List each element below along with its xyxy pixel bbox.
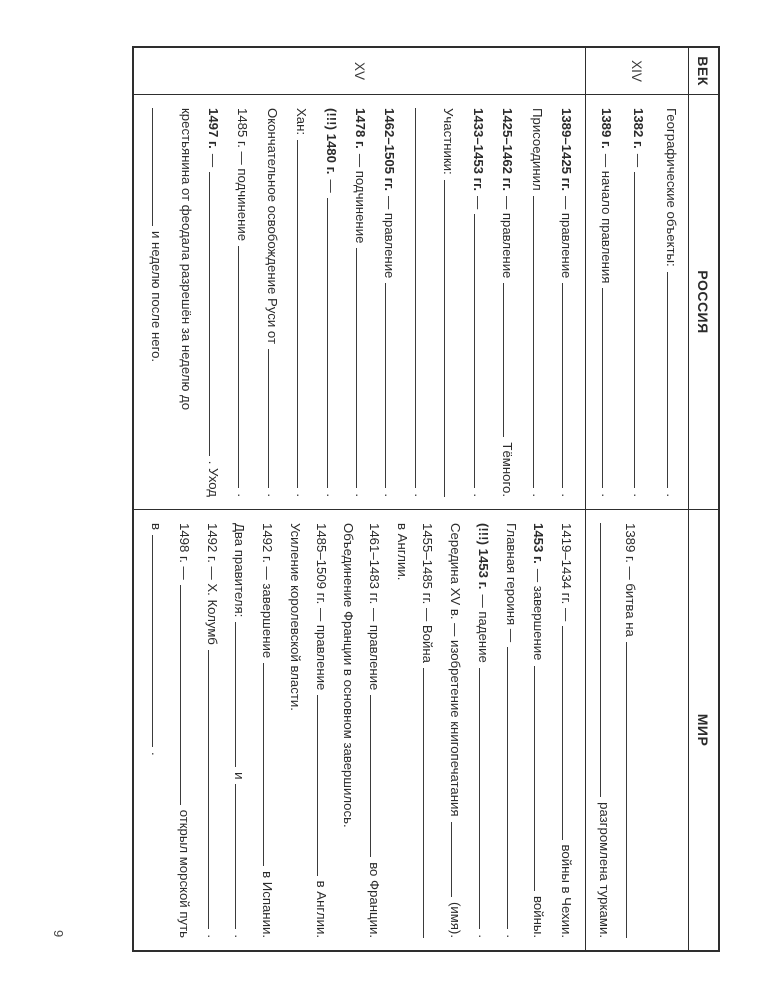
worksheet-line: [179, 108, 194, 497]
fill-in-blank: [444, 180, 458, 497]
line-text: .: [529, 493, 545, 497]
line-text: Главная героиня —: [503, 523, 519, 643]
fill-in-blank: [317, 695, 331, 875]
line-text: —: [205, 153, 221, 168]
line-text: во Франции.: [366, 862, 382, 938]
date-label: 1478 г.: [353, 108, 369, 149]
history-worksheet-table: [132, 46, 720, 952]
line-text: .: [232, 934, 248, 938]
line-text: в Испании.: [260, 871, 276, 938]
worksheet-line: [412, 108, 429, 497]
line-text: — правление: [559, 196, 574, 279]
line-text: 1485 г. — подчинение: [235, 108, 251, 242]
worksheet-line: [382, 108, 399, 497]
line-text: войны в Чехии.: [559, 844, 574, 938]
fill-in-blank: [238, 246, 252, 488]
fill-in-blank: [667, 272, 681, 489]
line-text: .: [470, 493, 486, 497]
fill-in-blank: [533, 196, 547, 489]
line-text: — правление: [382, 196, 398, 279]
line-text: .: [264, 493, 280, 497]
worksheet-line: [471, 108, 488, 497]
line-text: 1461–1483 гг. — правление: [366, 523, 382, 691]
century-cell-xv: [134, 48, 585, 95]
date-label: 1389 г.: [599, 108, 614, 149]
worksheet-line: [314, 523, 331, 938]
worksheet-line: [664, 108, 681, 497]
worksheet-line: [632, 108, 649, 497]
worksheet-line: [149, 523, 166, 938]
line-text: .: [235, 493, 251, 497]
line-text: Объединение Франции в основном завершилось.: [341, 523, 357, 828]
worksheet-line: [265, 108, 282, 497]
line-text: 1389 г. — битва на: [623, 523, 638, 637]
header-label: РОССИЯ: [695, 270, 712, 334]
fill-in-blank: [327, 198, 341, 489]
worksheet-line: [294, 108, 311, 497]
line-text: .: [411, 493, 427, 497]
line-text: .: [631, 493, 647, 497]
date-label: (!!!) 1453 г.: [475, 523, 491, 590]
rossiya-xv-cell: [134, 95, 585, 510]
line-text: .: [475, 934, 491, 938]
worksheet-line: [441, 108, 458, 497]
line-text: — начало правления: [599, 153, 614, 284]
line-text: .: [559, 493, 574, 497]
worksheet-line: [177, 523, 194, 938]
line-text: открыл морской путь: [176, 809, 192, 938]
header-cell-rossiya: [688, 95, 718, 510]
fill-in-blank: [268, 349, 282, 488]
worksheet-line: [599, 108, 616, 497]
date-label: 1433–1453 гг.: [470, 108, 486, 192]
century-label: XV: [352, 61, 367, 80]
line-text: .: [664, 493, 679, 497]
worksheet-line: [232, 523, 249, 938]
line-text: — подчинение: [353, 153, 369, 244]
worksheet-line: [341, 523, 356, 938]
line-text: 1492 г. — завершение: [260, 523, 276, 659]
fill-in-blank: [235, 622, 249, 767]
page-number: 9: [51, 930, 66, 938]
worksheet-line: [623, 523, 640, 938]
worksheet-line: [395, 523, 410, 938]
line-text: .: [503, 934, 519, 938]
line-text: .: [323, 493, 339, 497]
worksheet-line: [559, 523, 576, 938]
header-label: ВЕК: [695, 56, 712, 86]
fill-in-blank: [562, 626, 576, 839]
line-text: в: [149, 523, 165, 531]
worksheet-line: [420, 523, 437, 938]
worksheet-line: [504, 523, 521, 938]
line-text: крестьянина от феодала разрешён за неделю до: [178, 108, 194, 411]
fill-in-blank: [474, 214, 488, 488]
worksheet-line: [149, 108, 166, 497]
line-text: .: [599, 493, 614, 497]
line-text: Тёмного.: [500, 442, 516, 497]
line-text: —: [470, 196, 486, 210]
fill-in-blank: [370, 695, 384, 857]
line-text: Усиление королевской власти.: [287, 523, 303, 711]
fill-in-blank: [479, 668, 493, 930]
fill-in-blank: [152, 108, 166, 226]
line-text: —: [631, 153, 647, 168]
fill-in-blank: [235, 784, 249, 929]
worksheet-line: [531, 523, 548, 938]
fill-in-blank: [209, 172, 223, 456]
fill-in-blank: [208, 650, 222, 929]
fill-in-blank: [356, 248, 370, 488]
worksheet-line: [324, 108, 341, 497]
fill-in-blank: [602, 288, 616, 488]
line-text: Окончательное освобождение Руси от: [264, 108, 280, 344]
line-text: Географические объекты:: [664, 108, 679, 267]
worksheet-line: [597, 523, 614, 938]
line-text: Середина XV в. — изобретение книгопечатания: [448, 523, 464, 817]
line-text: войны.: [531, 896, 547, 938]
fill-in-blank: [263, 663, 277, 866]
line-text: .: [353, 493, 369, 497]
worksheet-line: [235, 108, 252, 497]
line-text: Два правителя:: [232, 523, 248, 618]
date-label: (!!!) 1480 г.: [323, 108, 339, 175]
line-text: разгромлена турками.: [597, 802, 612, 938]
fill-in-blank: [297, 140, 311, 488]
line-text: .: [382, 493, 398, 497]
fill-in-blank: [635, 172, 649, 488]
fill-in-blank: [626, 642, 640, 938]
date-label: 1425–1462 гг.: [500, 108, 516, 192]
worksheet-line: [206, 108, 223, 497]
line-text: 1492 г. — Х. Колумб: [204, 523, 220, 645]
worksheet-line: [367, 523, 384, 938]
line-text: Участники:: [441, 108, 457, 175]
fill-in-blank: [600, 523, 614, 797]
worksheet-line: [530, 108, 547, 497]
line-text: в Англии.: [313, 880, 329, 938]
date-label: 1497 г.: [205, 108, 221, 149]
century-label: XIV: [629, 60, 645, 82]
fill-in-blank: [503, 283, 517, 437]
worksheet-line: [205, 523, 222, 938]
header-cell-vek: [688, 48, 718, 95]
worksheet-line: [353, 108, 370, 497]
line-text: . Уход: [205, 460, 221, 497]
fill-in-blank: [562, 283, 576, 488]
line-text: — завершение: [531, 568, 547, 661]
line-text: 1498 г. —: [176, 523, 192, 580]
fill-in-blank: [451, 822, 465, 897]
line-text: и неделю после него.: [149, 231, 165, 363]
worksheet-line: [476, 523, 493, 938]
worksheet-line: [288, 523, 303, 938]
fill-in-blank: [423, 668, 437, 938]
worksheet-line: [260, 523, 277, 938]
date-label: 1462–1505 гг.: [382, 108, 398, 192]
fill-in-blank: [385, 283, 399, 488]
fill-in-blank: [180, 585, 194, 805]
line-text: 1419–1434 гг. —: [559, 523, 574, 622]
line-text: — падение: [475, 594, 491, 663]
rossiya-xiv-cell: [585, 95, 688, 510]
line-text: .: [204, 934, 220, 938]
line-text: 1455–1485 гг. — Война: [420, 523, 436, 663]
line-text: (имя).: [448, 901, 464, 938]
header-label: МИР: [695, 713, 712, 747]
date-label: 1389–1425 гг.: [559, 108, 574, 192]
line-text: 1485–1509 гг. — правление: [313, 523, 329, 691]
header-cell-mir: [688, 510, 718, 950]
fill-in-blank: [507, 647, 521, 929]
worksheet-line: [500, 108, 517, 497]
worksheet-line: [448, 523, 465, 938]
line-text: и: [232, 772, 248, 780]
line-text: Хан:: [294, 108, 310, 136]
fill-in-blank: [415, 108, 429, 488]
line-text: — правление: [500, 196, 516, 279]
date-label: 1453 г.: [531, 523, 547, 564]
line-text: Присоединил: [529, 108, 545, 191]
century-cell-xiv: [585, 48, 688, 95]
fill-in-blank: [152, 535, 166, 747]
line-text: .: [294, 493, 310, 497]
line-text: —: [323, 179, 339, 193]
mir-xiv-cell: [585, 510, 688, 950]
mir-xv-cell: [134, 510, 585, 950]
line-text: .: [149, 752, 165, 756]
line-text: в Англии.: [394, 523, 410, 581]
fill-in-blank: [534, 666, 548, 892]
worksheet-line: [559, 108, 576, 497]
date-label: 1382 г.: [631, 108, 647, 149]
